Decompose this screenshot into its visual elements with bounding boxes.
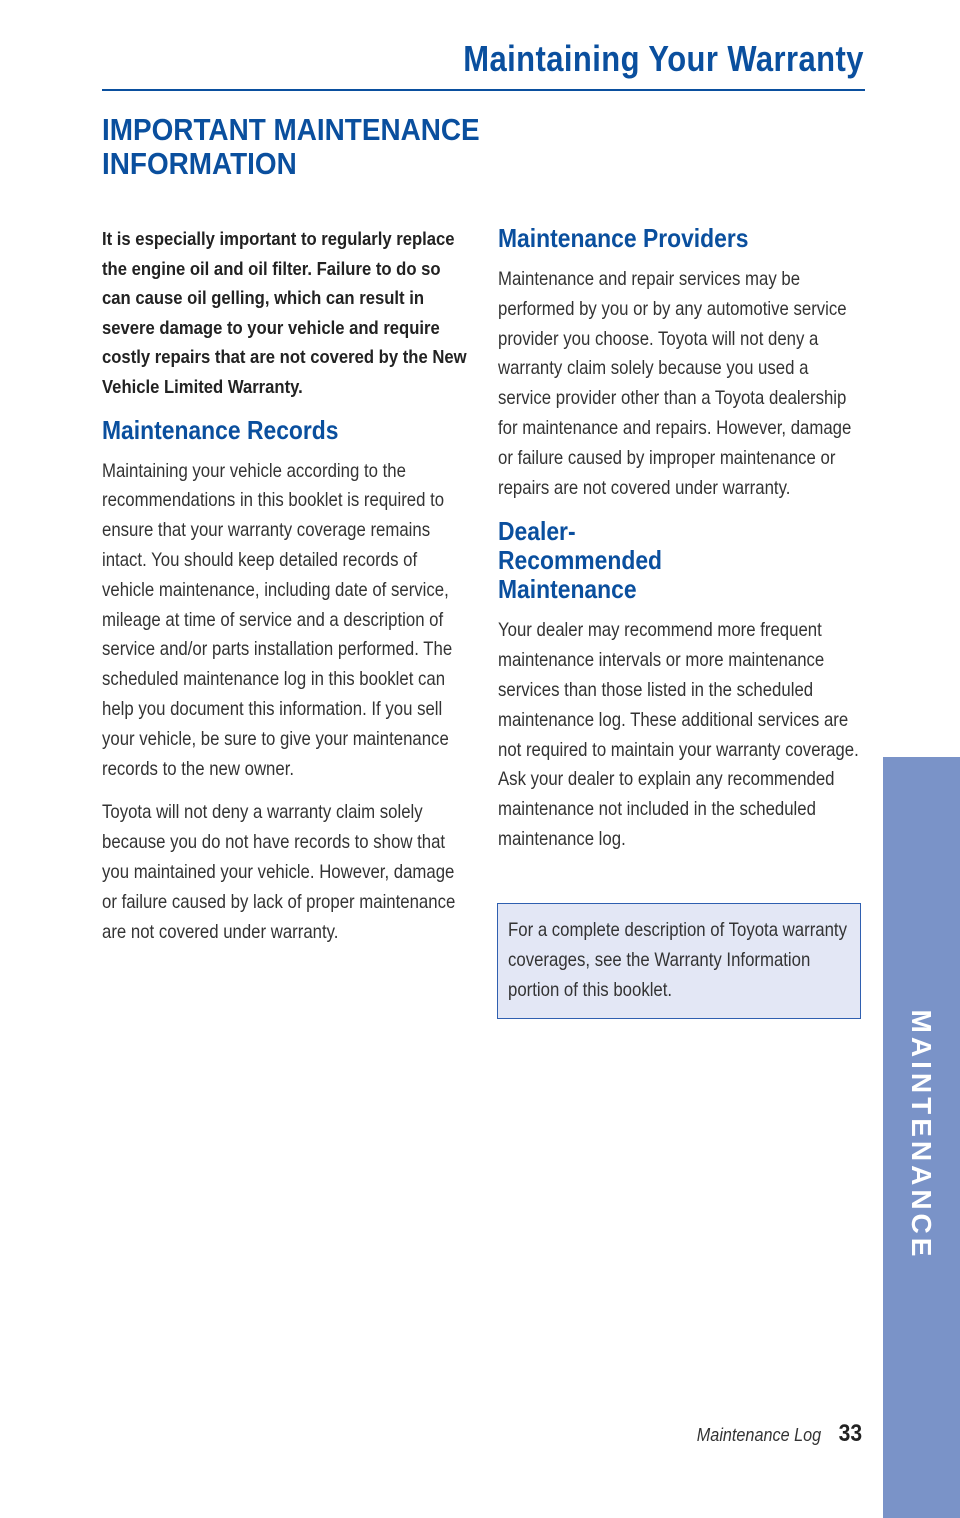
warranty-info-note-box	[497, 903, 861, 1019]
maintenance-records-paragraph-2: Toyota will not deny a warranty claim solely because you do not have records to show that you maintained your vehicle. However, damage or failure caused by lack of proper maintenance are not covered under warranty.	[102, 801, 456, 943]
maintenance-providers-heading: Maintenance Providers	[498, 223, 749, 253]
section-side-tab-label: MAINTENANCE	[906, 1009, 937, 1261]
warranty-info-note-text: For a complete description of Toyota warranty coverages, see the Warranty Information portion of this booklet.	[508, 919, 847, 1001]
maintenance-records-paragraph-1: Maintaining your vehicle according to the recommendations in this booklet is required to ensure that your warranty coverage remains intact. You should keep detailed records of vehicle maintenance, including date of service, mileage at time of service and a description of service and/or parts installation performed. The scheduled maintenance log in this booklet can help you document this information. If you sell your vehicle, be sure to give your maintenance records to the new owner.	[102, 459, 453, 780]
main-heading: IMPORTANT MAINTENANCE INFORMATION	[102, 112, 480, 181]
page-number: 33	[838, 1420, 863, 1447]
maintenance-records-heading: Maintenance Records	[102, 414, 339, 445]
maintenance-providers-paragraph: Maintenance and repair services may be performed by you or by any automotive service provider you choose. Toyota will not deny a warranty claim solely because you used a service provider other than a Toyota dealership for maintenance and repairs. However, damage or failure caused by improper maintenance or repairs are not covered under warranty.	[498, 268, 852, 499]
dealer-recommended-paragraph: Your dealer may recommend more frequent maintenance intervals or more maintenance services than those listed in the scheduled maintenance log. These additional services are not required to maintain your warranty coverage. Ask your dealer to explain any recommended maintenance not included in the scheduled maintenance log.	[498, 619, 859, 850]
page-header-title: Maintaining Your Warranty	[463, 38, 864, 79]
dealer-recommended-heading: Dealer-Recommended Maintenance	[498, 516, 663, 605]
page-footer	[683, 1420, 864, 1448]
left-column	[102, 224, 468, 961]
header-divider	[102, 89, 865, 91]
footer-section-label: Maintenance Log	[696, 1425, 821, 1445]
right-column	[498, 224, 864, 869]
oil-warning-text: It is especially important to regularly replace the engine oil and oil filter. Failure to do so can cause oil gelling, which can result in severe damage to your vehicle and require costly repairs that are not covered by the New Vehicle Limited Warranty.	[102, 228, 467, 397]
